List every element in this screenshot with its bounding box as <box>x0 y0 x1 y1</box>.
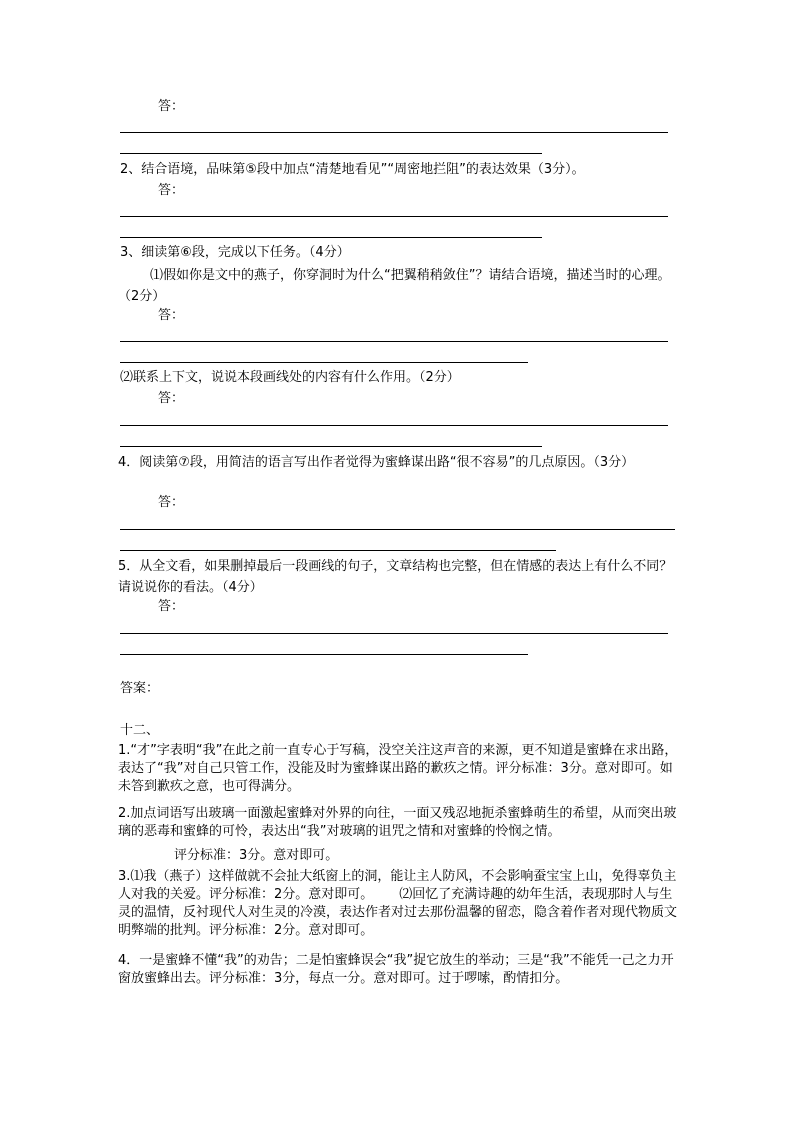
answer-line <box>120 633 668 634</box>
answer-line <box>120 362 528 363</box>
question-3-2: ⑵联系上下文，说说本段画线处的内容有什么作用。（2分） <box>120 370 460 385</box>
answer-line <box>120 654 528 655</box>
answer-label: 答： <box>158 391 185 406</box>
question-3-1: ⑴假如你是文中的燕子，你穿洞时为什么“把翼稍稍敛住”？请结合语境，描述当时的心理。（2分） <box>118 268 671 304</box>
answer-line <box>120 237 542 238</box>
answer-2-score: 评分标准：3分。意对即可。 <box>174 848 339 863</box>
question-4: 4．阅读第⑦段，用简洁的语言写出作者觉得为蜜蜂谋出路“很不容易”的几点原因。（3分） <box>118 455 635 470</box>
answer-line <box>120 341 668 342</box>
question-3: 3、细读第⑥段，完成以下任务。（4分） <box>120 245 350 260</box>
answer-line <box>120 446 542 447</box>
answer-label: 答： <box>158 308 185 323</box>
answer-3-part-2: ⑵回忆了充满诗趣的幼年生活，表现那时人与生灵的温情，反衬现代人对生灵的冷漠，表达作者对过去那份温馨的留恋，隐含着作者对现代物质文明弊端的批判。评分标准：2分。意对即可。 <box>118 887 678 938</box>
answer-line <box>120 550 556 551</box>
answer-3-part-1: 3.⑴我（燕子）这样做就不会扯大纸窗上的洞，能让主人防风，不会影响蚕宝宝上山，免得辜负主人对我的关爱。评分标准：2分。意对即可。 <box>118 869 677 902</box>
answer-2: 2.加点词语写出玻璃一面激起蜜蜂对外界的向往，一面又残忍地扼杀蜜蜂萌生的希望，从而突出玻璃的恶毒和蜜蜂的可怜，表达出“我”对玻璃的诅咒之情和对蜜蜂的怜悯之情。 <box>118 806 677 839</box>
answer-line <box>120 425 668 426</box>
answer-3 <box>118 868 678 940</box>
answer-line <box>120 216 668 217</box>
answer-label: 答： <box>158 183 185 198</box>
question-5: 5．从全文看，如果删掉最后一段画线的句子，文章结构也完整，但在情感的表达上有什么不同？请说说你的看法。（4分） <box>118 559 673 595</box>
question-2: 2、结合语境，品味第⑤段中加点“清楚地看见”“周密地拦阻”的表达效果（3分）。 <box>120 162 585 177</box>
answer-label: 答： <box>158 599 185 614</box>
answer-line <box>120 529 675 530</box>
answers-heading: 答案： <box>120 681 160 696</box>
answer-1: 1.“才”字表明“我”在此之前一直专心于写稿，没空关注这声音的来源，更不知道是蜜蜂在求出路，表达了“我”对自己只管工作，没能及时为蜜蜂谋出路的歉疚之情。评分标准：3分。意对即可。如未答到歉疚之意，也可得满分。 <box>118 743 678 794</box>
answer-label: 答： <box>158 495 185 510</box>
answer-line <box>120 153 542 154</box>
answer-4: 4．一是蜜蜂不懂“我”的劝告；二是怕蜜蜂误会“我”捉它放生的举动；三是“我”不能凭一己之力开窗放蜜蜂出去。评分标准：3分，每点一分。意对即可。过于啰嗦，酌情扣分。 <box>118 953 674 986</box>
answer-line <box>120 132 668 133</box>
section-number: 十二、 <box>120 723 160 738</box>
answer-label: 答： <box>158 99 185 114</box>
